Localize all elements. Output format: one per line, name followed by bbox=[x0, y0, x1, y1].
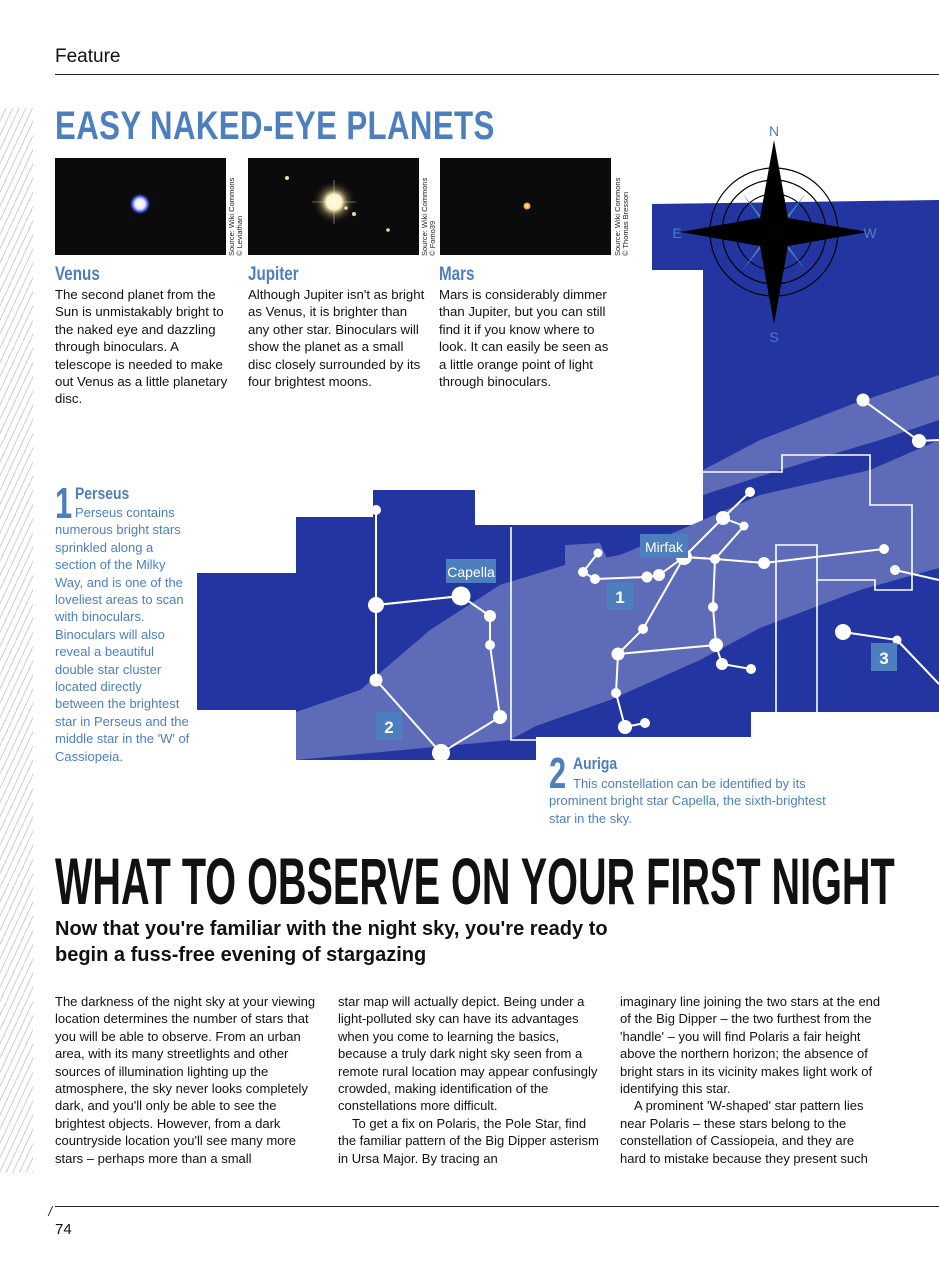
compass-s: S bbox=[769, 329, 779, 345]
jupiter-text: Although Jupiter isn't as bright as Venus, it is brighter than any other star. Binoculars will show the planet as a small disc closely surrounded by its four brightest moons. bbox=[248, 287, 425, 390]
callout-2-text bbox=[549, 775, 849, 827]
col3-paragraph-2: A prominent 'W-shaped' star pattern lies near Polaris – these stars belong to the constellation of Cassiopeia, and they are hard to mistake because they present such bbox=[620, 1098, 868, 1166]
mars-credit: Source: Wiki Commons © Thomas Bresson bbox=[613, 177, 630, 256]
page-number: 74 bbox=[55, 1221, 72, 1238]
marker-2: 2 bbox=[384, 718, 394, 737]
mirfak-label: Mirfak bbox=[644, 539, 684, 555]
mars-text: Mars is considerably dimmer than Jupiter, but you can still find it if you know where to look. It can easily be seen as a little orange point of light through binoculars. bbox=[439, 287, 609, 390]
col3-paragraph-1: imaginary line joining the two stars at the end of the Big Dipper – the two furthest from the 'handle' – you will find Polaris a fair height above the northern horizon; the absence of bright stars in its vicinity makes light work of identifying this star. bbox=[620, 994, 881, 1097]
header-rule bbox=[55, 74, 939, 75]
article-column-3 bbox=[620, 993, 882, 1167]
callout-2-title: Auriga bbox=[573, 754, 618, 773]
footer-rule bbox=[55, 1206, 939, 1207]
callout-1-body: Perseus contains numerous bright stars sprinkled along a section of the Milky Way, and is one of the loveliest areas to scan with binoculars. Binoculars will also reveal a beautiful double star cluster located directly between the brightest star in Perseus and the middle star in the 'W' of Cassiopeia. bbox=[55, 505, 190, 764]
article-title: WHAT TO OBSERVE ON YOUR FIRST NIGHT bbox=[55, 844, 895, 918]
jupiter-credit: Source: Wiki Commons © Fomo39 bbox=[420, 177, 437, 256]
callout-2-number: 2 bbox=[549, 749, 567, 798]
marker-1: 1 bbox=[615, 588, 625, 607]
venus-text: The second planet from the Sun is unmistakably bright to the naked eye and dazzling through binoculars. A telescope is needed to make out Venus as a little planetary disc. bbox=[55, 287, 228, 407]
capella-label: Capella bbox=[447, 564, 495, 580]
compass-e: E bbox=[672, 225, 682, 241]
mars-name: Mars bbox=[439, 264, 475, 285]
article-subtitle: Now that you're familiar with the night sky, you're ready to begin a fuss-free evening of stargazing bbox=[55, 918, 608, 966]
callout-1-title: Perseus bbox=[75, 484, 130, 503]
callout-2-body: This constellation can be identified by its prominent bright star Capella, the sixth-brightest star in the sky. bbox=[549, 776, 826, 826]
article-column-1 bbox=[55, 993, 317, 1167]
jupiter-name: Jupiter bbox=[248, 264, 299, 285]
col2-paragraph-1: star map will actually depict. Being under a light-polluted sky can have its advantages when you come to learning the basics, because a truly dark night sky seen from a remote rural location may appear confusingly crowded, making identification of the constellations more difficult. bbox=[338, 994, 598, 1114]
compass-w: W bbox=[863, 225, 877, 241]
marker-3: 3 bbox=[879, 649, 889, 668]
footer-rule-tick bbox=[48, 1206, 54, 1216]
callout-1-number: 1 bbox=[55, 479, 73, 528]
compass-n: N bbox=[768, 123, 780, 139]
callout-1-text bbox=[55, 504, 190, 765]
section-label: Feature bbox=[55, 46, 121, 67]
planets-title: EASY NAKED-EYE PLANETS bbox=[55, 104, 495, 148]
col2-paragraph-2: To get a fix on Polaris, the Pole Star, find the familiar pattern of the Big Dipper asterism in Ursa Major. By tracing an bbox=[338, 1115, 599, 1166]
venus-credit: Source: Wiki Commons © Leviathan bbox=[227, 177, 244, 256]
venus-name: Venus bbox=[55, 264, 100, 285]
article-column-2 bbox=[338, 993, 600, 1167]
col1-paragraph: The darkness of the night sky at your viewing location determines the number of stars that you will be able to observe. From an urban area, with its many streetlights and other sources of illumination lighting up the atmosphere, the sky never looks completely dark, and you'll only be able to see the brightest objects. However, from a dark countryside location you'll see many more stars – perhaps more than a small bbox=[55, 994, 316, 1166]
